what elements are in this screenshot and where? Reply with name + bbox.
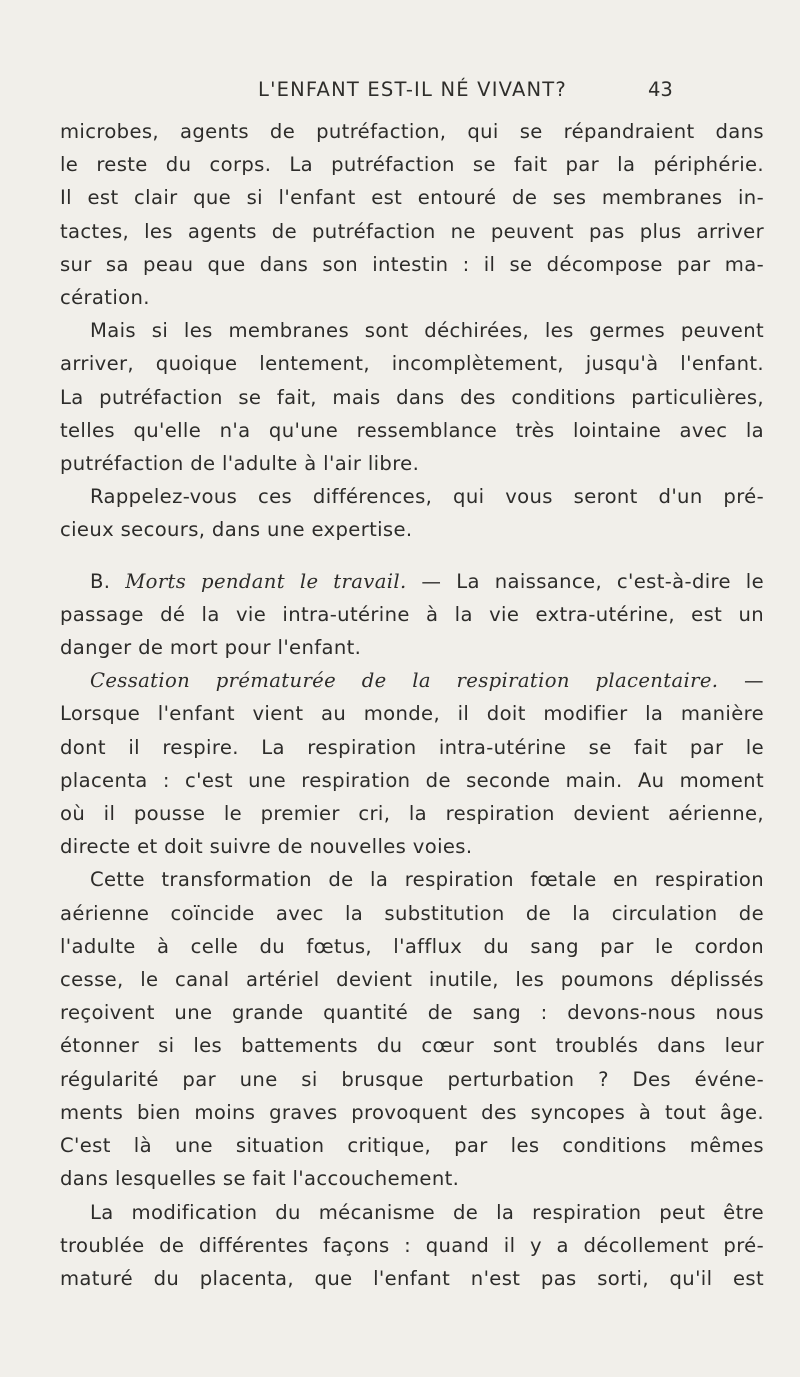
- running-header: [0, 78, 800, 118]
- text-line: arriver, quoique lentement, incomplètement, jusqu'à l'enfant.: [60, 352, 764, 376]
- text-line: [60, 664, 764, 697]
- text-line: cération.: [60, 286, 150, 310]
- paragraph-transformation: [60, 863, 764, 1195]
- text-line: La modification du mécanisme de la respiration peut être: [90, 1200, 764, 1224]
- text-line: [60, 565, 764, 598]
- text-fragment: — La naissance, c'est-à-dire le: [406, 569, 765, 593]
- body-text: [60, 115, 764, 1295]
- text-fragment: —: [718, 669, 764, 693]
- text-line: C'est là une situation critique, par les conditions mêmes: [60, 1134, 764, 1158]
- text-line: telles qu'elle n'a qu'une ressemblance très lointaine avec la: [60, 418, 764, 442]
- text-line: aérienne coïncide avec la substitution de la circulation de: [60, 901, 764, 925]
- text-line: Mais si les membranes sont déchirées, les germes peuvent: [90, 319, 764, 343]
- text-line: régularité par une si brusque perturbation ? Des événe-: [60, 1067, 764, 1091]
- text-line: troublée de différentes façons : quand il y a décollement pré-: [60, 1233, 764, 1257]
- text-line: directe et doit suivre de nouvelles voies.: [60, 835, 473, 859]
- text-line: où il pousse le premier cri, la respiration devient aérienne,: [60, 802, 764, 826]
- text-line: dont il respire. La respiration intra-utérine se fait par le: [60, 735, 764, 759]
- text-line: reçoivent une grande quantité de sang : devons-nous nous: [60, 1001, 764, 1025]
- paragraph-reminder: [60, 480, 764, 546]
- text-line: tactes, les agents de putréfaction ne peuvent pas plus arriver: [60, 219, 764, 243]
- text-line: Cette transformation de la respiration fœtale en respiration: [90, 868, 764, 892]
- text-line: sur sa peau que dans son intestin : il se décompose par ma-: [60, 252, 764, 276]
- text-line: maturé du placenta, que l'enfant n'est pas sorti, qu'il est: [60, 1266, 764, 1290]
- paragraph-torn-membranes: [60, 314, 764, 480]
- page-number: 43: [648, 78, 673, 101]
- text-line: ments bien moins graves provoquent des syncopes à tout âge.: [60, 1100, 764, 1124]
- text-line: Rappelez-vous ces différences, qui vous seront d'un pré-: [90, 485, 764, 509]
- text-line: putréfaction de l'adulte à l'air libre.: [60, 452, 420, 476]
- text-line: microbes, agents de putréfaction, qui se répandraient dans: [60, 120, 764, 143]
- text-line: dans lesquelles se fait l'accouchement.: [60, 1167, 460, 1191]
- section-letter: B.: [90, 569, 126, 593]
- running-title: L'ENFANT EST-IL NÉ VIVANT?: [258, 78, 567, 101]
- text-line: le reste du corps. La putréfaction se fait par la périphérie.: [60, 153, 764, 177]
- text-line: danger de mort pour l'enfant.: [60, 636, 362, 660]
- text-line: cieux secours, dans une expertise.: [60, 518, 413, 542]
- text-line: passage dé la vie intra-utérine à la vie extra-utérine, est un: [60, 602, 764, 626]
- text-line: La putréfaction se fait, mais dans des conditions particulières,: [60, 385, 764, 409]
- text-line: cesse, le canal artériel devient inutile, les poumons déplissés: [60, 968, 764, 992]
- paragraph-deaths-during-labor: [60, 565, 764, 665]
- text-line: l'adulte à celle du fœtus, l'afflux du sang par le cordon: [60, 934, 764, 958]
- section-heading: Morts pendant le travail.: [125, 569, 407, 593]
- paragraph-putrefaction-continued: [60, 115, 764, 314]
- text-line: étonner si les battements du cœur sont troublés dans leur: [60, 1034, 764, 1058]
- paragraph-premature-cessation: [60, 664, 764, 863]
- paragraph-modification: [60, 1196, 764, 1296]
- section-gap: [60, 547, 764, 565]
- text-line: Il est clair que si l'enfant est entouré de ses membranes in-: [60, 186, 764, 210]
- subsection-heading: Cessation prématurée de la respiration placentaire.: [90, 669, 719, 693]
- text-line: placenta : c'est une respiration de seconde main. Au moment: [60, 768, 764, 792]
- text-line: Lorsque l'enfant vient au monde, il doit modifier la manière: [60, 702, 764, 726]
